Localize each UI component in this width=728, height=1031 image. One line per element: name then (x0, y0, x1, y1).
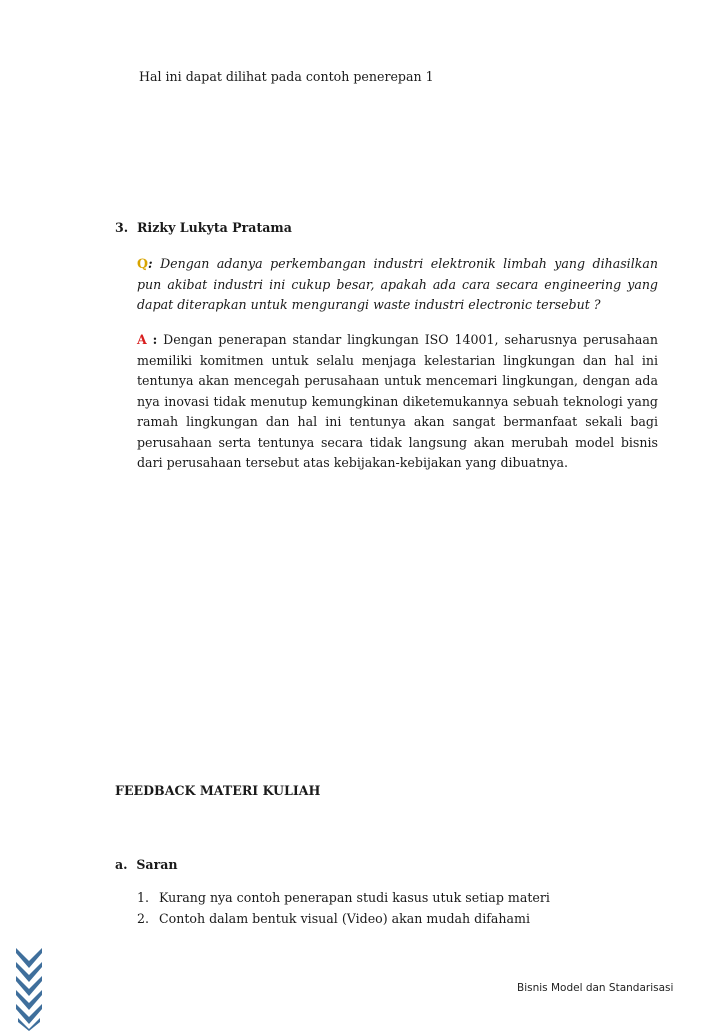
feedback-heading: FEEDBACK MATERI KULIAH (115, 783, 321, 798)
answer-paragraph (137, 330, 658, 474)
section-number: 3. (115, 220, 129, 235)
answer-marker: A (137, 332, 147, 347)
saran-title: Saran (136, 857, 178, 872)
page-footer: Bisnis Model dan Standarisasi (517, 982, 674, 994)
person-name: Rizky Lukyta Pratama (136, 220, 292, 235)
list-item (137, 888, 550, 909)
question-paragraph (137, 254, 658, 316)
answer-text: Dengan penerapan standar lingkungan ISO 14001, seharusnya perusahaan memiliki komitmen untuk selalu menjaga kelestarian lingkungan dan hal ini tentunya akan mencegah perusahaan untuk mencemari lingkungan, dengan ada nya inovasi tidak menutup kemungkinan diketemukannya sebuah teknologi yang ramah lingkungan dan hal ini tentunya akan sangat bermanfaat sekali bagi perusahaan serta tentunya secara tidak langsung akan merubah model bisnis dari perusahaan tersebut atas kebijakan-kebijakan yang dibuatnya. (137, 332, 658, 470)
list-item-text: Contoh dalam bentuk visual (Video) akan mudah difahami (159, 910, 530, 926)
question-text: Dengan adanya perkembangan industri elektronik limbah yang dihasilkan pun akibat industri ini cukup besar, apakah ada cara secara engineering yang dapat diterapkan untuk mengurangi waste industri electronic tersebut ? (137, 256, 658, 312)
saran-heading (115, 855, 178, 876)
blue-chevron-stack-icon (16, 948, 42, 1031)
answer-colon: : (152, 332, 158, 347)
section-3-heading (115, 218, 292, 239)
suggestion-list (137, 888, 550, 929)
list-item (137, 909, 550, 930)
intro-line: Hal ini dapat dilihat pada contoh penerepan 1 (139, 69, 434, 84)
saran-letter: a. (115, 857, 128, 872)
question-marker: Q (137, 256, 148, 271)
question-colon: : (147, 256, 153, 271)
list-item-number: 1. (137, 890, 150, 905)
list-item-text: Kurang nya contoh penerapan studi kasus utuk setiap materi (159, 890, 550, 905)
list-item-number: 2. (137, 910, 150, 926)
